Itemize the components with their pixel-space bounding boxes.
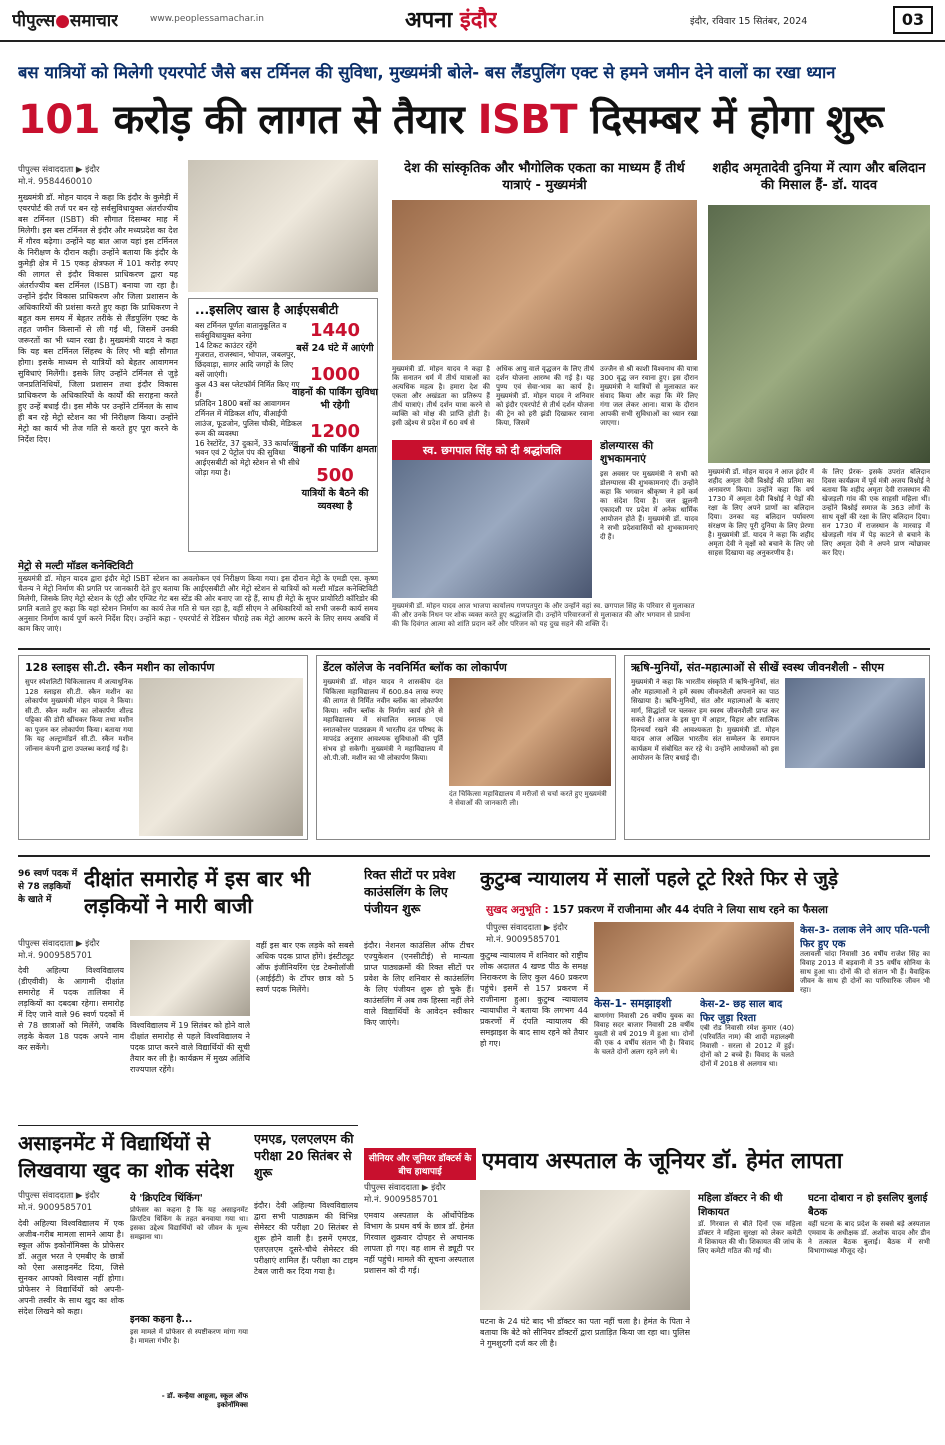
rishi-body: मुख्यमंत्री ने कहा कि भारतीय संस्कृति में ऋषि-मुनियों, संत और महात्माओं ने हमें स्वस्थ जीवनशैली अपनाने का पाठ सिखाया है। ऋषि-मुनियों, संत और महात्माओं के बताए मार्ग, सिद्धांतों पर चलकर हम स्वस्थ जीवनशैली प्राप्त कर सकते हैं। आज के इस युग में आहार, विहार और सात्विक दिनचर्या रखने की आवश्यकता है। मुख्यमंत्री डॉ. मोहन यादव आज अखिल भारतीय संत सम्मेलन के समापन कार्यक्रम में संबोधित कर रहे थे। उन्होंने आयोजकों को इस आयोजन के लिए बधाई दी।: [631, 678, 779, 762]
stat-number: 1000: [309, 364, 361, 385]
family-court-photo: [594, 922, 794, 992]
lead-mobile: मो.नं. 9584460010: [18, 177, 93, 187]
dental-box: [316, 655, 616, 840]
convocation-head: दीक्षांत समारोह में इस बार भी लड़कियों ने मारी बाजी: [84, 867, 311, 918]
rishi-photo: [785, 678, 925, 768]
dental-photo: [449, 678, 611, 786]
assignment-mobile: मो.नं. 9009585701: [18, 1203, 93, 1213]
doctor-side1-body: डॉ. गिरवाल से बीते दिनों एक महिला डॉक्टर ने महिला सुरक्षा को लेकर कमेटी में शिकायत की थी। शिकायत की जांच के लिए कमेटी गठित की गई थी।: [698, 1220, 802, 1255]
stat-label: यात्रियों के बैठने की व्यवस्था है: [301, 488, 369, 512]
doctor-col1: एमवाय अस्पताल के ऑर्थोपेडिक विभाग के प्रथम वर्ष के छात्र डॉ. हेमंत गिरवाल शुक्रवार दोपहर से अचानक लापता हो गए। वह शाम से ड्यूटी पर नहीं पहुंचे। मामले की सूचना अस्पताल प्रशासन को दी गई।: [364, 1211, 474, 1275]
dental-caption: दंत चिकित्सा महाविद्यालय में मरीजों से चर्चा करते हुए मुख्यमंत्री ने सेवाओं की जानकारी ली।: [449, 790, 607, 807]
stat-label: बसें 24 घंटे में आएंगी: [296, 343, 374, 354]
stat-number: 500: [316, 465, 354, 486]
doctor-tag: सीनियर और जूनियर डॉक्टर्स के बीच हाथापाई: [364, 1148, 476, 1180]
convocation-byline: पीपुल्स संवाददाता ▶ इंदौर: [18, 939, 100, 949]
section-divider: [18, 648, 930, 650]
page-number: 03: [893, 6, 933, 34]
section-title: अपना इंदौर: [405, 8, 498, 33]
section-divider: [18, 855, 930, 857]
family-mobile: मो.नं. 9009585701: [486, 935, 561, 945]
isbt-point: आईएसबीटी को मेट्रो स्टेशन से भी सीधे जोड़ा गया है।: [195, 458, 300, 477]
pilgrim-col2: अधिक आयु वाले वृद्धजन के लिए तीर्थ दर्शन योजना आरम्भ की गई है। यह पुण्य एवं सेवा-भाव का कार्य है। मुख्यमंत्री डॉ. मोहन यादव ने शनिवार को इंदौर एयरपोर्ट से तीर्थ दर्शन योजना की ट्रेन को हरी झंडी दिखाकर रवाना किया, जिसमें: [496, 365, 594, 427]
rishi-box: [624, 655, 930, 840]
quote-attribution: - डॉ. कन्हैया आहूजा, स्कूल ऑफ इकोनॉमिक्स: [161, 1392, 248, 1409]
isbt-point: 14 टिकट काउंटर रहेंगे: [195, 340, 257, 350]
convocation-col1: देवी अहिल्या विश्वविद्यालय (डीएवीवी) के आगामी दीक्षांत समारोह में पदक तालिका में लड़कियों का दबदबा रहेगा। समारोह में दिए जाने वाले 96 स्वर्ण पदकों में से 78 छात्राओं को मिलेंगे, जबकि लड़के केवल 18 पदक अपने नाम कर सकेंगे।: [18, 966, 124, 1052]
lead-headline: 101 करोड़ की लागत से तैयार ISBT दिसम्बर में होगा शुरू: [18, 97, 884, 143]
assignment-byline: पीपुल्स संवाददाता ▶ इंदौर: [18, 1191, 100, 1201]
family-byline: पीपुल्स संवाददाता ▶ इंदौर: [486, 923, 568, 933]
doctor-col2: घटना के 24 घंटे बाद भी डॉक्टर का पता नहीं चला है। हेमंत के पिता ने बताया कि बेटे को सीनियर डॉक्टरों द्वारा प्रताड़ित किया जा रहा था। पुलिस ने गुमशुदगी दर्ज कर ली है।: [480, 1317, 690, 1348]
ct-head: 128 स्लाइस सी.टी. स्कैन मशीन का लोकार्पण: [25, 661, 215, 674]
family-head: कुटुम्ब न्यायालय में सालों पहले टूटे रिश्ते फिर से जुड़े: [480, 868, 839, 890]
convocation-col2: विश्वविद्यालय में 19 सितंबर को होने वाले दीक्षांत समारोह से पहले विश्वविद्यालय ने पदक प्राप्त करने वाले विद्यार्थियों की सूची तैयार कर ली है। कार्यक्रम में मुख्य अतिथि राज्यपाल रहेंगे।: [130, 1021, 250, 1074]
isbt-point: प्रतिदिन 1800 बसों का आवागमन: [195, 399, 290, 409]
ct-photo: [139, 678, 303, 836]
quote-head: इनका कहना है...: [130, 1314, 193, 1325]
dental-body: मुख्यमंत्री डॉ. मोहन यादव ने शासकीय दंत चिकित्सा महाविद्यालय में 600.84 लाख रुपए की लागत से निर्मित नवीन ब्लॉक का लोकार्पण किया। नवीन ब्लॉक के निर्माण कार्य होने से महाविद्यालय में संचालित स्नातक एवं स्नातकोत्तर पाठ्यक्रम में भारतीय दंत परिषद के मापदंड अनुसार आवश्यक सुविधाओं की पूर्ति संभव हो सकेगी। मुख्यमंत्री ने महाविद्यालय में ओ.पी.जी. मशीन का भी लोकार्पण किया।: [323, 678, 443, 762]
stat-label: वाहनों की पार्किंग क्षमता: [293, 444, 377, 455]
case1-body: बाणगंगा निवासी 26 वर्षीय युवक का विवाह सदर बाजार निवासी 28 वर्षीय युवती से वर्ष 2019 में हुआ था। दोनों की एक 4 वर्षीय संतान भी है। विवाद के चलते दोनों अलग रहने लगे थे।: [594, 1012, 694, 1056]
isbt-stats: [290, 320, 380, 550]
isbt-point: कुल 43 बस प्लेटफॉर्म निर्मित किए गए हैं।: [195, 379, 300, 399]
convocation-col3: वहीं इस बार एक लड़के को सबसे अधिक पदक प्राप्त होंगे। इंस्टीट्यूट ऑफ इंजीनियरिंग एंड टेक्नोलॉजी (आईईटी) के टॉपर छात्र को 5 स्वर्ण पदक मिलेंगे।: [256, 941, 354, 994]
dental-head: डेंटल कॉलेज के नवनिर्मित ब्लॉक का लोकार्पण: [323, 661, 507, 674]
ct-body: सुपर स्पेशलिटी चिकित्सालय में अत्याधुनिक 128 स्लाइस सी.टी. स्कैन मशीन का लोकार्पण मुख्यमंत्री मोहन यादव ने किया। सी.टी. स्कैन मशीन का लोकार्पण शील्ड पट्टिका की डोरी खींचकर किया तथा मशीन का पूजन कर लोकार्पण किया। बताया गया कि यह अल्ट्रामॉडर्न सी.टी. स्कैन मशीन जॉन्सन कंपनी द्वारा उपलब्ध कराई गई है।: [25, 678, 133, 753]
tribute-head: स्व. छगपाल सिंह को दी श्रद्धांजलि: [392, 440, 592, 461]
isbt-inspection-photo: [188, 160, 378, 292]
metro-head: मेट्रो से मल्टी मॉडल कनेक्टिविटी: [18, 558, 378, 573]
martyr-col1: मुख्यमंत्री डॉ. मोहन यादव ने आज इंदौर में शहीद अमृता देवी बिश्नोई की प्रतिमा का अनावरण किया। उन्होंने कहा कि वर्ष 1730 में अमृता देवी बिश्नोई ने पेड़ों की रक्षा के लिए अपने प्राणों का बलिदान दिया। उनका यह बलिदान पर्यावरण संरक्षण के लिए पूरी दुनिया के लिए प्रेरणा है। मुख्यमंत्री डॉ. यादव ने कहा कि शहीद अमृता देवी ने वृक्षों को बचाने के लिए जो साहस दिखाया वह अनुकरणीय है।: [708, 468, 814, 557]
case1-head: केस-1- समझाइशी: [594, 997, 672, 1010]
martyr-photo: [708, 205, 930, 463]
pilgrim-col3: उज्जैन से श्री काशी विश्वनाथ की यात्रा 300 वृद्ध जन रवाना हुए। इस दौरान मुख्यमंत्री ने यात्रियों से मुलाकात कर संवाद किया और कहा कि मेरे लिए गंगा जल लेकर आना। यात्रा के दौरान आपकी सभी सुविधाओं का ध्यान रखा जाएगा।: [600, 365, 698, 427]
pilgrim-col1: मुख्यमंत्री डॉ. मोहन यादव ने कहा है कि सनातन धर्म में तीर्थ यात्राओं का अत्यधिक महत्व है। हमारा देश की एकता और अखंडता का प्रतिरूप हैं तीर्थ यात्राएं। तीर्थ दर्शन यात्रा करने से व्यक्ति को मोक्ष की प्राप्ति होती है। इसी उद्देश्य से प्रदेश में 60 वर्ष से: [392, 365, 490, 427]
isbt-point: गुजरात, राजस्थान, भोपाल, जबलपुर, छिंदवाड़ा, सागर आदि जगहों के लिए बसें जाएंगी।: [195, 350, 296, 379]
quote-body: इस मामले में प्रोफेसर से स्पष्टीकरण मांगा गया है। मामला गंभीर है।: [130, 1328, 248, 1345]
case3-head: केस-3- तलाक लेने आए पति-पत्नी फिर हुए एक: [800, 925, 930, 950]
pilgrim-photo: [392, 200, 697, 360]
assignment-box-body: प्रोफेसर का कहना है कि यह असाइनमेंट क्रिएटिव थिंकिंग के तहत बनवाया गया था। इसका उद्देश्य विद्यार्थियों को जीवन के मूल्य समझाना था।: [130, 1206, 248, 1241]
exam-head: एमएड, एलएलएम की परीक्षा 20 सितंबर से शुरू: [254, 1131, 354, 1180]
isbt-point: बस टर्मिनल पूर्णतः वातानुकूलित व सर्वसुविधायुक्त बनेगा: [195, 321, 287, 340]
dolgyaras-head: डोलग्यारस की शुभकामनाएं: [600, 440, 654, 465]
stat-label: वाहनों की पार्किंग सुविधा भी रहेगी: [292, 387, 378, 411]
assignment-box-head: ये 'क्रिएटिव थिंकिंग': [130, 1193, 203, 1204]
lead-byline: पीपुल्स संवाददाता ▶ इंदौर: [18, 165, 100, 175]
isbt-points-list: [195, 321, 303, 551]
stat-number: 1200: [309, 421, 361, 442]
case2-head: केस-2- छह साल बाद फिर जुड़ा रिश्ता: [700, 999, 783, 1024]
tribute-caption: मुख्यमंत्री डॉ. मोहन यादव आज भाजपा कार्यालय गणपतपुरा के और उन्होंने वहां स्व. छगपाल सिंह के परिवार से मुलाकात की और उनके निधन पर शोक व्यक्त करते हुए श्रद्धांजलि दी। उन्होंने परिवारजनों से मुलाकात की और भगवान से प्रार्थना की कि दिवंगत आत्मा को शांति प्रदान करें और परिजन को यह दुख सहने की शक्ति दें।: [392, 602, 695, 628]
martyr-head: शहीद अमृतादेवी दुनिया में त्याग और बलिदान की मिसाल हैं- डॉ. यादव: [712, 161, 926, 193]
section-divider: [18, 1125, 358, 1126]
lead-body: मुख्यमंत्री डॉ. मोहन यादव ने कहा कि इंदौर के कुमेड़ी में एयरपोर्ट की तर्ज पर बन रहे सर्वसुविधायुक्त अंतर्राज्यीय बस टर्मिनल (ISBT) की सौगात दिसम्बर माह में मिलेगी। इस बस टर्मिनल से इंदौर और मध्यप्रदेश का देश में गौरव बढ़ेगा। उन्होंने यह बात आज यहां इस टर्मिनल के निरीक्षण के दौरान कही। उन्होंने बताया कि इंदौर के कुमेड़ी क्षेत्र में 15 एकड़ क्षेत्रफल में 101 करोड़ रुपए की लागत से इंदौर विकास प्राधिकरण द्वारा यह अंतर्राज्यीय बस टर्मिनल (ISBT) बनाया जा रहा है। उन्होंने इंदौर विकास प्राधिकरण और जिला प्रशासन के अधिकारियों की प्रशंसा करते हुए कहा कि प्राधिकरण ने बहुत कम समय में बेहतर तरीके से लैंडपुलिंग एक्ट के तहत जमीन किसानों से ली गई थी, जिसमें उनकी जरूरतों का भी ध्यान रखा है। मुख्यमंत्री यादव ने कहा कि यह बस टर्मिनल सिंहस्थ के लिए भी बड़ी सौगात होगा। इसके माध्यम से यात्रियों को बेहतर आवागमन सुविधाएं मिलेंगी। इसके लिए उन्होंने टर्मिनल से जुड़े जनप्रतिनिधियों, जिला प्रशासन तथा इंदौर विकास प्राधिकरण के अधिकारियों के कार्यों की सराहना करते हुए उन्हें बधाई दी। इस मौके पर उन्होंने टर्मिनल के साथ ही बन रहे मेट्रो स्टेशन का भी निरीक्षण किया। उन्होंने मेट्रो का कार्य भी तेज गति से करते हुए पूरा करने के निर्देश दिए।: [18, 193, 178, 444]
newspaper-logo[interactable]: पीपुल्स●समाचार: [12, 11, 119, 31]
metro-body: मुख्यमंत्री डॉ. मोहन यादव द्वारा इंदौर मेट्रो ISBT स्टेशन का अवलोकन एवं निरीक्षण किया गया। इस दौरान मेट्रो के एमडी एस. कृष्ण चैतन्य ने मेट्रो निर्माण की प्रगति पर जानकारी देते हुए बताया कि आईएसबीटी और मेट्रो स्टेशन से यात्रियों को मल्टी मॉडल कनेक्टिविटी मिलेगी, जिसके लिए मेट्रो स्टेशन के एंट्री और एग्जिट गेट बस स्टेंड की ओर बनाए जा रहे हैं, साथ ही मेट्रो के सुपर प्रायोरिटी कॉरिडोर की प्रगति बताते हुए कहा कि यहां स्टेशन निर्माण का कार्य तेज गति से चल रहा है, वहीं सीएम ने अधिकारियों को सभी जरूरी कार्य समय अनुसार निर्माण कार्य पूर्ण करने निर्देश दिए। उन्होंने कहा - एयरपोर्ट से रेडिसन चौराहे तक मेट्रो आरम्भ करने के लिए समय अवधि में काम किए जाएं।: [18, 574, 378, 633]
pilgrim-head: देश की सांस्कृतिक और भौगोलिक एकता का माध्यम हैं तीर्थ यात्राएं - मुख्यमंत्री: [404, 161, 685, 193]
assignment-head: असाइनमेंट में विद्यार्थियों से लिखवाया खुद का शोक संदेश: [18, 1131, 234, 1182]
edition-date: इंदौर, रविवार 15 सितंबर, 2024: [690, 16, 808, 27]
counselling-head: रिक्त सीटों पर प्रवेश काउंसलिंग के लिए पंजीयन शुरू: [364, 867, 456, 916]
isbt-point: 16 रेस्टोरेंट, 37 दुकानें, 33 कार्यालय भवन एवं 2 पेट्रोल पंप की सुविधा: [195, 438, 299, 458]
doctor-side1-head: महिला डॉक्टर ने की थी शिकायत: [698, 1193, 783, 1218]
doctor-byline: पीपुल्स संवाददाता ▶ इंदौर: [364, 1183, 446, 1193]
doctor-side2-head: घटना दोबारा न हो इसलिए बुलाई बैठक: [808, 1193, 928, 1218]
isbt-point: टर्मिनल में मेडिकल शॉप, वीआईपी लाउंज, फूडजोन, पुलिस चौकी, मेडिकल रूम की व्यवस्था: [195, 409, 302, 438]
rishi-head: ऋषि-मुनियों, संत-महात्माओं से सीखें स्वस्थ जीवनशैली - सीएम: [631, 661, 884, 674]
case3-body: तलावली चांदा निवासी 36 वर्षीय राजेश सिंह का विवाह 2013 में बड़वानी में 35 वर्षीय सोनिया के साथ हुआ था। दोनों की दो संतान भी हैं। वैवाहिक जीवन के साथ ही दोनों का पारिवारिक जीवन भी रहा।: [800, 950, 930, 994]
convocation-mobile: मो.नं. 9009585701: [18, 951, 93, 961]
doctor-head: एमवाय अस्पताल के जूनियर डॉ. हेमंत लापता: [482, 1149, 843, 1174]
doctor-mobile: मो.नं. 9009585701: [364, 1195, 439, 1205]
doctor-protest-photo: [480, 1190, 690, 1310]
assignment-col1: देवी अहिल्या विश्वविद्यालय में एक अजीब-गरीब मामला सामने आया है। स्कूल ऑफ इकोनॉमिक्स के प्रोफेसर डॉ. अतुल भरत ने एमबीए के छात्रों को ऐसा असाइनमेंट दिया, जिसे सुनकर आपको विश्वास नहीं होगा। प्रोफेसर ने विद्यार्थियों को अपनी-अपनी तस्वीर के साथ खुद का शोक संदेश लिखने को कहा।: [18, 1219, 124, 1316]
exam-body: इंदौर। देवी अहिल्या विश्वविद्यालय द्वारा सभी पाठ्यक्रम की विभिन्न सेमेस्टर की परीक्षा 20 सितंबर से शुरू होने वाली है। इसमें एमएड, एलएलएम दूसरे-चौथे सेमेस्टर की परीक्षाएं शामिल हैं। परीक्षा का टाइम टेबल जारी कर दिया गया है।: [254, 1201, 358, 1276]
convocation-sidebar: 96 स्वर्ण पदक में से 78 लड़कियों के खाते में: [18, 869, 78, 905]
masthead: [0, 0, 945, 42]
family-subhead: सुखद अनुभूति : 157 प्रकरण में राजीनामा और 44 दंपति ने लिया साथ रहने का फैसला: [486, 904, 828, 916]
website-url[interactable]: www.peoplessamachar.in: [150, 14, 264, 24]
tribute-photo: [392, 460, 592, 598]
case2-body: एबी रोड निवासी रमेश कुमार (40) (परिवर्तित नाम) की शादी महालक्ष्मी निवासी - सरला से 2012 में हुई। दोनों को 2 बच्चे हैं। विवाद के चलते दोनों में 2018 से अलगाव था।: [700, 1024, 794, 1068]
dolgyaras-body: इस अवसर पर मुख्यमंत्री ने सभी को डोलग्यारस की शुभकामनाएं दीं। उन्होंने कहा कि भगवान श्रीकृष्ण ने हमें कर्म का संदेश दिया है। जल झूलनी एकादशी पर प्रदेश में अनेक धार्मिक आयोजन होते हैं। मुख्यमंत्री डॉ. यादव ने सभी प्रदेशवासियों को शुभकामनाएं दी हैं।: [600, 470, 698, 541]
stat-number: 1440: [309, 320, 361, 341]
family-body: कुटुम्ब न्यायालय में शनिवार को राष्ट्रीय लोक अदालत 4 खण्ड पीठ के समक्ष निराकरण के लिए कुल 460 प्रकरण पहुंचे। इसमें से 157 प्रकरण में राजीनामा हुआ। कुटुम्ब न्यायालय न्यायाधीश ने बताया कि लगभग 44 प्रकरणों में दंपति न्यायालय की समझाइश के बाद साथ रहने को तैयार हो गए।: [480, 951, 588, 1048]
ct-scan-box: [18, 655, 308, 840]
doctor-side2-body: वहीं घटना के बाद प्रदेश के सबसे बड़े अस्पताल एमवाय के अधीक्षक डॉ. अशोक यादव और डीन ने तत्काल बैठक बुलाई। बैठक में सभी विभागाध्यक्ष मौजूद रहे।: [808, 1220, 930, 1255]
isbt-box-title: ...इसलिए खास है आईएसबीटी: [195, 302, 339, 317]
martyr-col2: के लिए प्रेरक- इसके उपरांत बलिदान दिवस कार्यक्रम में पूर्व मंत्री अजय विश्नोई ने बताया कि शहीद अमृता देवी राजस्थान की खेजड़ली गांव की एक साहसी महिला थीं। उन्होंने बिश्नोई समाज के 363 लोगों के साथ वृक्षों की रक्षा के लिए बलिदान दिया। सन 1730 में राजस्थान के मारवाड़ में खेजड़ली गांव में पेड़ काटने से बचाने के लिए अमृता देवी ने अपने प्राण न्योछावर कर दिए।: [822, 468, 930, 557]
counselling-body: इंदौर। नेशनल काउंसिल ऑफ टीचर एज्युकेशन (एनसीटीई) से मान्यता प्राप्त पाठ्यक्रमों की रिक्त सीटों पर प्रवेश के लिए शनिवार से काउंसलिंग के लिए पंजीयन शुरू हो चुके हैं। काउंसलिंग में अब तक हिस्सा नहीं लेने वाले विद्यार्थियों के आवेदन स्वीकार किए जाएंगे।: [364, 941, 474, 1027]
lead-kicker: बस यात्रियों को मिलेगी एयरपोर्ट जैसे बस टर्मिनल की सुविधा, मुख्यमंत्री बोले- बस लैंडपुलिंग एक्ट से हमने जमीन देने वालों का रखा ध्यान: [18, 63, 836, 82]
university-photo: [130, 940, 250, 1016]
